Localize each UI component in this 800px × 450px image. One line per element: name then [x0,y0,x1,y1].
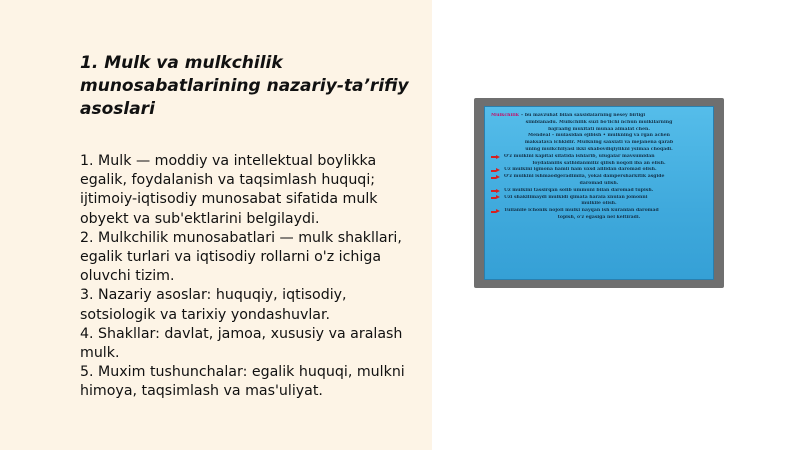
slide-title: 1. Mulk va mulkchilik munosabatlarining nazariy-ta’rifiy asoslari [80,53,409,119]
picture-line-text: simblanadu. Mulkchilik suzi bo'lichi nchun mulkilarning [525,119,673,125]
picture-line [491,127,707,134]
picture-line-text: foydalanilis sathidanmiliz qilish noqoli iba an elish. [532,160,666,166]
picture-line-text: Uz mulkini igmona hamli ham uxsd alllidan daromad olish. [504,167,657,173]
red-arrow-icon [491,209,500,214]
picture-line [491,167,707,174]
point-1: 1. Mulk — moddiy va intellektual boylikka egalik, foydalanish va taqsimlash huquqi; ijtimoiy-iqtisodiy munosabat sifatida mulk obyekt va sub'ektlarini belgilaydi. [80,153,378,227]
picture-line [491,133,707,140]
slide-body [80,152,425,402]
picture-line [491,174,707,181]
picture-line-text: uning mulkchilyasi ikki shabovdiqiylikni ysimaa choqadi. [525,146,673,152]
picture-line-text: mulkile olish. [581,201,617,207]
point-4: 4. Shakllar: davlat, jamoa, xususiy va aralash mulk. [80,325,403,362]
picture-line [491,147,707,154]
picture-line-text: topish, o'z egasiga nel keltiradi. [557,214,641,220]
point-5: 5. Muxim tushunchalar: egalik huquqi, mulkni himoya, taqsimlash va mas'uliyat. [80,364,405,400]
picture-lead-word: Mulkchilik [491,113,519,118]
picture-line-text: bajraalig muxitati munaa almalat chen. [548,126,650,132]
picture-line [491,154,707,161]
picture-line [491,215,707,222]
picture-line [491,113,707,120]
picture-line-text: Uzi shakllimaydi mulkidi qimata harala xnulan jomonni [504,194,648,200]
point-2: 2. Mulkchilik munosabatlari — mulk shakllari, egalik turlari va iqtisodiy rollarni o'z ichiga oluvchi tizim. [80,229,402,285]
red-arrow-icon [491,189,500,194]
picture-line [491,208,707,215]
picture-line [491,161,707,168]
point-3: 3. Nazariy asoslar: huquqiy, iqtisodiy, sotsiologik va tarixiy yondashuvlar. [80,287,347,323]
embedded-picture [474,98,724,288]
picture-line [491,195,707,202]
picture-line [491,181,707,188]
red-arrow-icon [491,168,500,173]
picture-line [491,188,707,195]
picture-line-text: Tuilanile ichonik nojoli mulki nayqan ish kuranlan daromad [504,208,659,214]
picture-line-text: maksatava ichkidir. Mulkning saxsiati va mejanena qarab [524,140,674,146]
red-arrow-icon [491,175,500,180]
picture-line-text: Uz mulkini tassirqan solib ummuni bilan daromad tupish. [504,187,654,193]
red-arrow-icon [491,195,500,200]
picture-line-text: Mendeal – mulasidan ejibish • mulkning va rgan achen [528,133,670,139]
picture-line-text: daromad ulish. [579,180,619,186]
picture-text-panel [484,106,714,280]
picture-line [491,140,707,147]
picture-line-text: O'z mulkini kapital sifatida ishlarib, ulugalar mavsumidan [504,153,655,159]
picture-line [491,120,707,127]
red-arrow-icon [491,155,500,160]
picture-line-text: – bu mavzuhat bilan saxsidalarning nesey birligi [520,113,646,118]
picture-line [491,201,707,208]
picture-line-text: O'z mulkini ishmaodgeradimila, yokai dampersharkitik asgide [504,174,665,180]
